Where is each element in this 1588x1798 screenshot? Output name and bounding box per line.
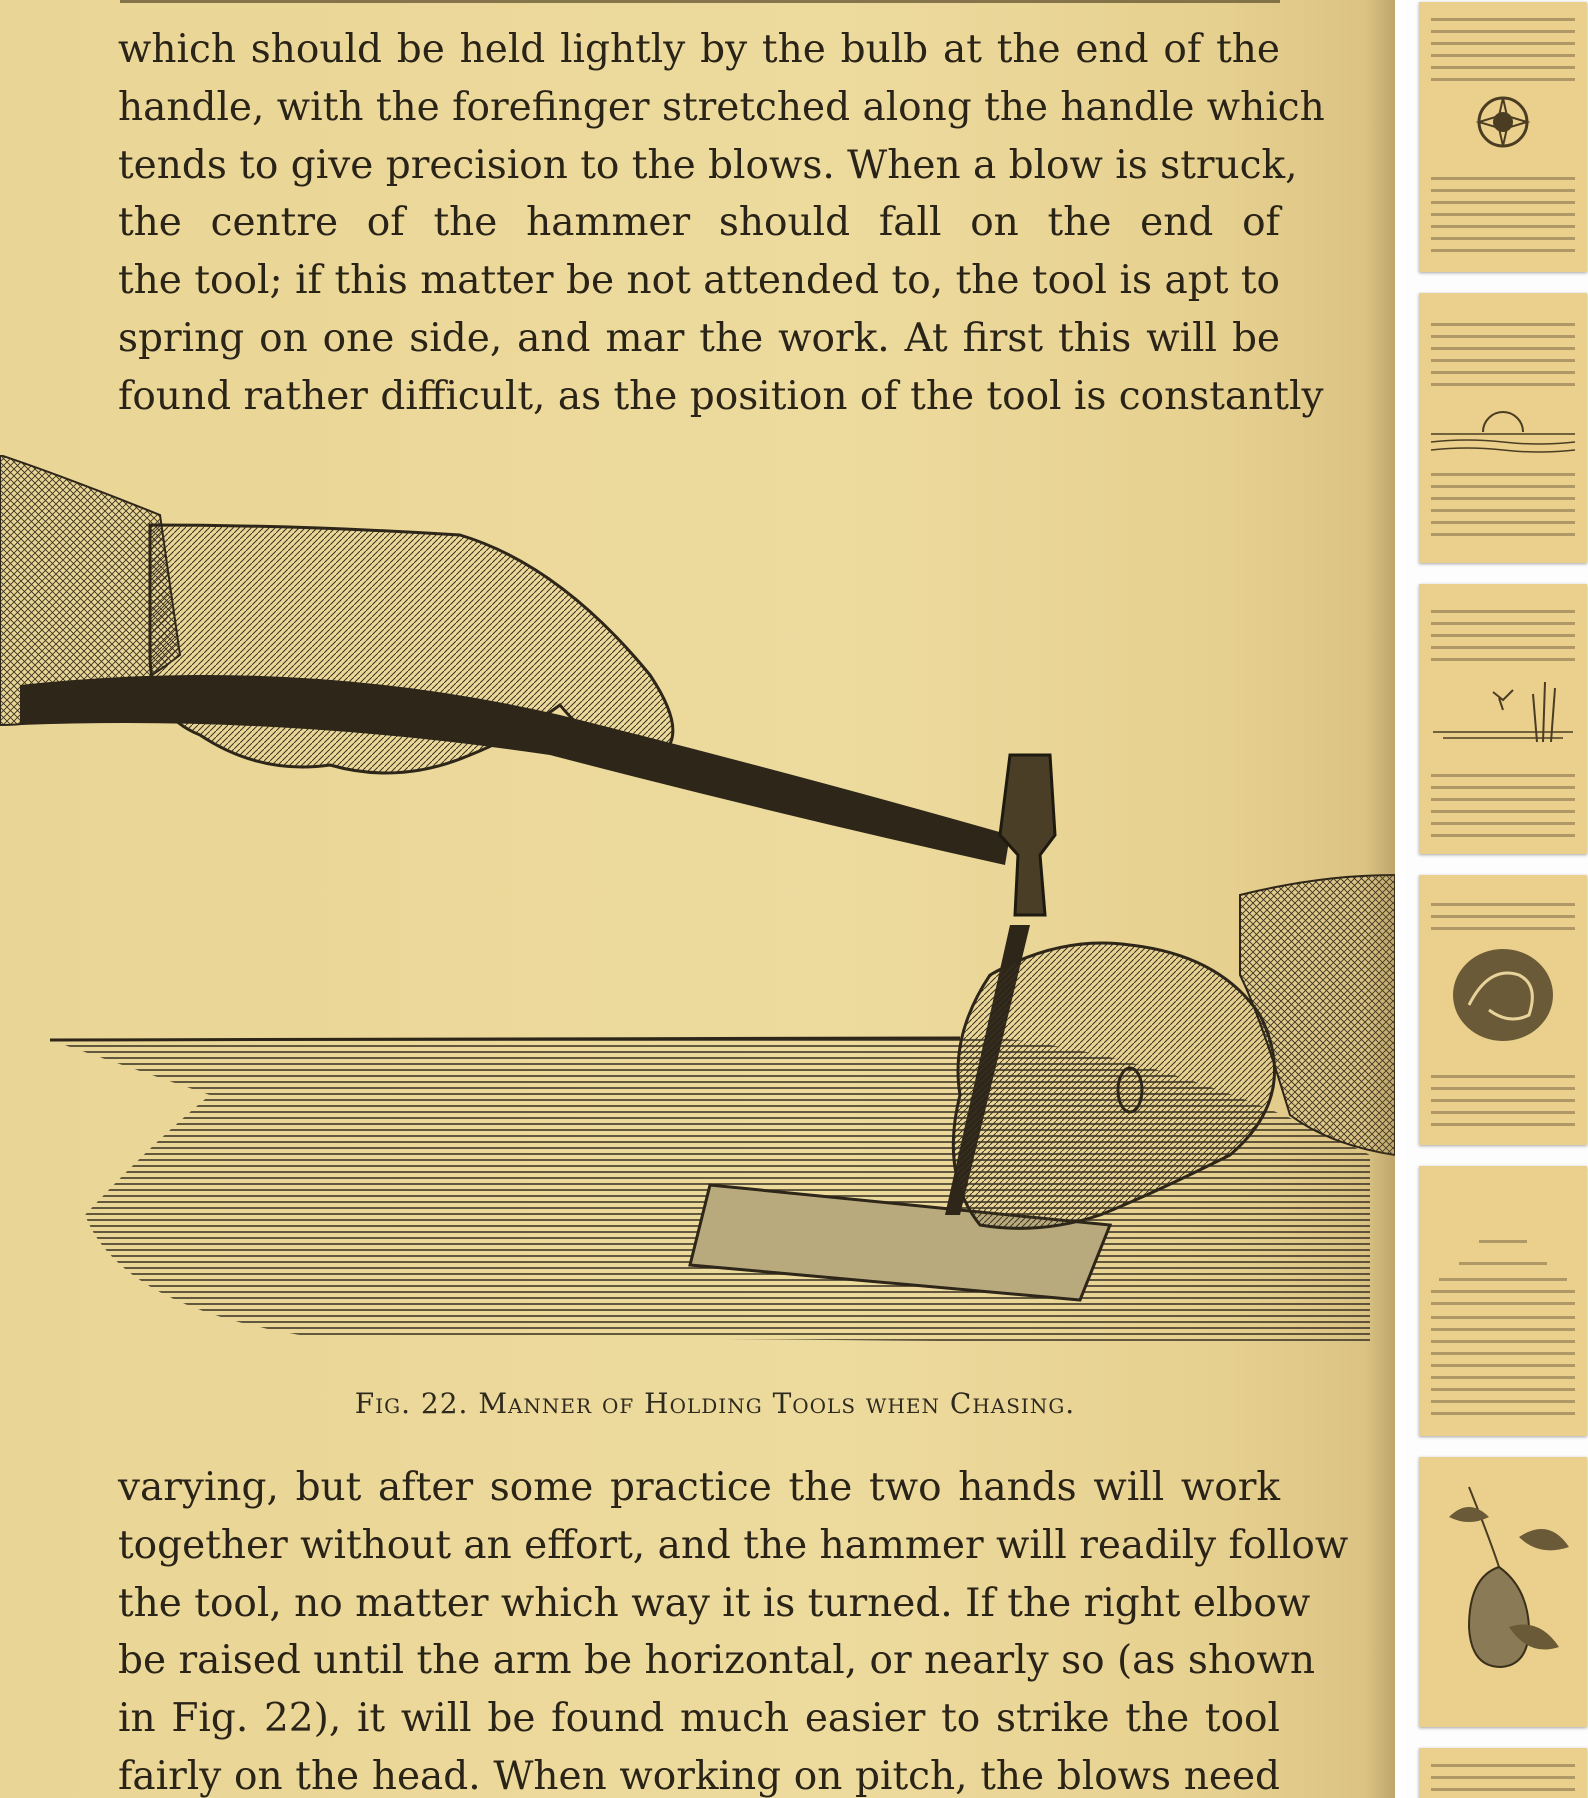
text-line: be raised until the arm be horizontal, or nearly so (as shown — [118, 1638, 1315, 1684]
page-top-rule — [120, 0, 1280, 3]
hammer-head — [1000, 755, 1055, 915]
text-line: which should be held lightly by the bulb at the end of the — [118, 27, 1280, 72]
paragraph-bottom — [118, 1459, 1349, 1798]
thumbnail-page-pear[interactable] — [1419, 1457, 1587, 1727]
text-line: fairly on the head. When working on pitch, the blows need — [118, 1753, 1280, 1798]
bird-reeds-icon — [1433, 672, 1573, 742]
thumbnail-sidebar[interactable] — [1405, 0, 1588, 1798]
thumbnail-page-sunset[interactable] — [1419, 293, 1587, 563]
thumbnail-page-next[interactable] — [1419, 1748, 1587, 1798]
text-line: together without an effort, and the hammer will readily follow — [118, 1522, 1349, 1568]
thumbnail-page-chapter[interactable] — [1419, 1166, 1587, 1436]
ornament-icon — [1449, 945, 1557, 1045]
text-line: varying, but after some practice the two hands will work — [118, 1465, 1280, 1510]
thumbnail-page-rosette[interactable] — [1419, 2, 1587, 272]
text-line: the tool, no matter which way it is turned. If the right elbow — [118, 1580, 1311, 1626]
text-line: handle, with the forefinger stretched along the handle which — [118, 84, 1325, 130]
text-line: tends to give precision to the blows. When a blow is struck, — [118, 142, 1298, 188]
text-line: in Fig. 22), it will be found much easier to strike the tool — [118, 1696, 1280, 1742]
pear-icon — [1429, 1477, 1577, 1697]
text-line: the tool; if this matter be not attended to, the tool is apt to — [118, 258, 1280, 304]
thumbnail-page-ornament[interactable] — [1419, 875, 1587, 1145]
figure-caption: Fig. 22. Manner of Holding Tools when Chasing. — [354, 1387, 1076, 1420]
thumbnail-page-birds-reeds[interactable] — [1419, 584, 1587, 854]
text-line: spring on one side, and mar the work. At first this will be — [118, 315, 1280, 361]
figure-hands-hammer-chasing — [0, 455, 1395, 1355]
text-line: found rather difficult, as the position of the tool is constantly — [118, 373, 1324, 419]
text-line: the centre of the hammer should fall on the end of — [118, 200, 1280, 246]
rosette-icon — [1473, 92, 1533, 152]
sunset-icon — [1431, 398, 1575, 458]
paragraph-top — [118, 21, 1325, 426]
page-gutter-shadow — [1365, 0, 1395, 1798]
